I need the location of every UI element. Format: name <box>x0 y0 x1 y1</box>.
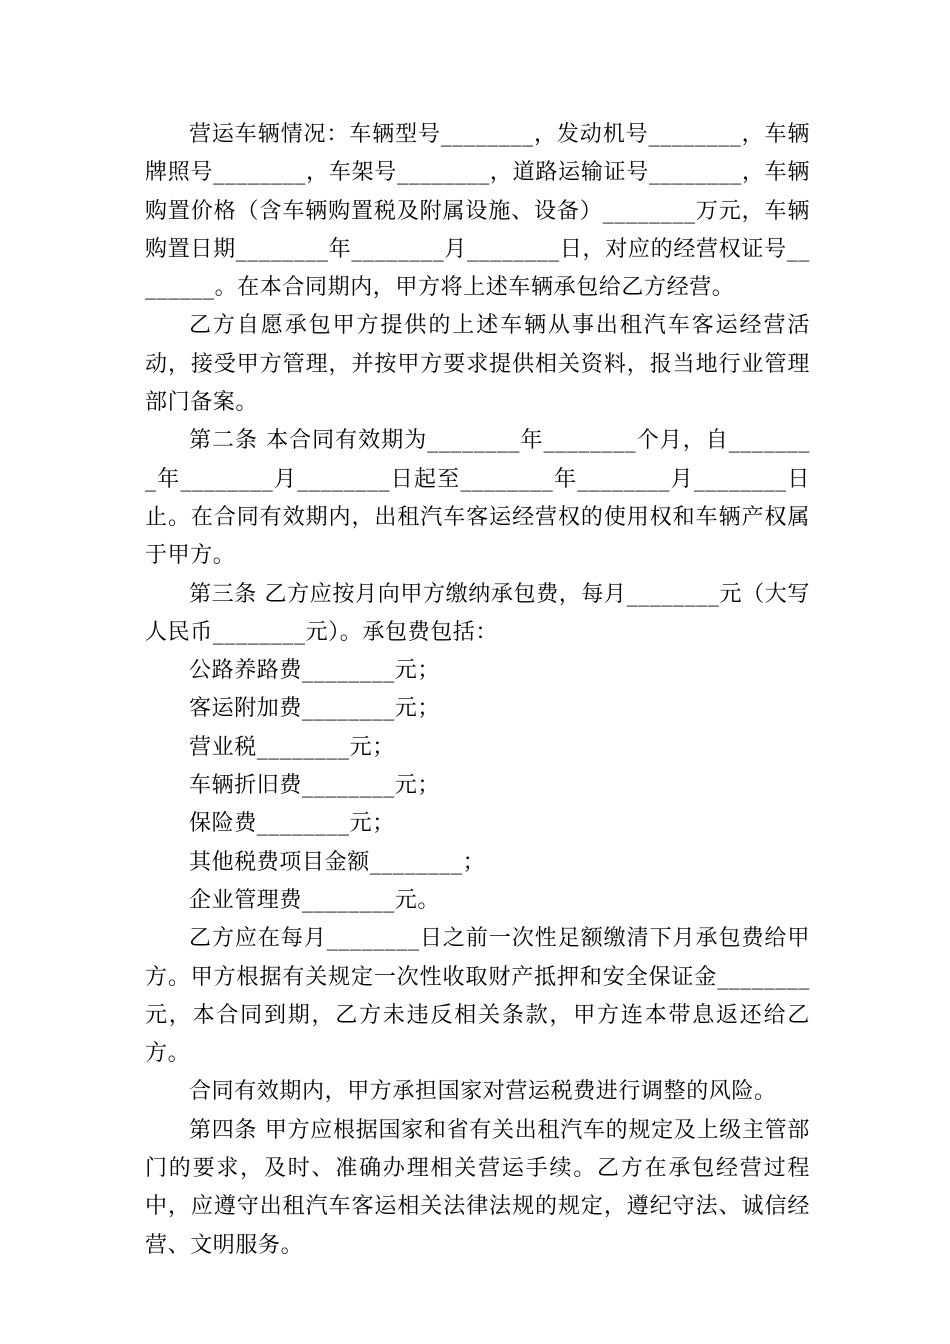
fee-item-road-maintenance: 公路养路费________元； <box>189 658 441 684</box>
fee-item-other-taxes: 其他税费项目金额________； <box>189 849 486 875</box>
paragraph-party-b-agreement: 乙方自愿承包甲方提供的上述车辆从事出租汽车客运经营活动，接受甲方管理，并按甲方要求提供相关资料，报当地行业管理部门备案。 <box>145 313 810 416</box>
fee-item-management: 企业管理费________元。 <box>189 887 441 913</box>
paragraph-article-4: 第四条 甲方应根据国家和省有关出租汽车的规定及上级主管部门的要求，及时、准确办理相关营运手续。乙方在承包经营过程中，应遵守出租汽车客运相关法律法规的规定，遵纪守法、诚信经营、文明服务。 <box>145 1117 810 1258</box>
paragraph-tax-risk: 合同有效期内，甲方承担国家对营运税费进行调整的风险。 <box>189 1079 777 1105</box>
fee-item-passenger-surcharge: 客运附加费________元； <box>189 696 441 722</box>
fee-item-insurance: 保险费________元； <box>189 811 395 837</box>
paragraph-article-2: 第二条 本合同有效期为________年________个月，自________年________月________日起至________年________月________日止。在合同有效期内，出租汽车客运经营权的使用权和车辆产权属于甲方。 <box>145 428 810 569</box>
paragraph-article-3: 第三条 乙方应按月向甲方缴纳承包费，每月________元（大写人民币________元）。承包费包括： <box>145 581 810 645</box>
document-page <box>145 116 810 1265</box>
fee-item-depreciation: 车辆折旧费________元； <box>189 773 441 799</box>
paragraph-payment-deadline: 乙方应在每月________日之前一次性足额缴清下月承包费给甲方。甲方根据有关规定一次性收取财产抵押和安全保证金________元，本合同到期，乙方未违反相关条款，甲方连本带息返还给乙方。 <box>145 926 810 1067</box>
paragraph-vehicle-info: 营运车辆情况：车辆型号________，发动机号________，车辆牌照号________，车架号________，道路运输证号________，车辆购置价格（含车辆购置税及附属设施、设备）________万元，车辆购置日期________年________月________日，对应的经营权证号________。在本合同期内，甲方将上述车辆承包给乙方经营。 <box>145 122 810 301</box>
fee-item-business-tax: 营业税________元； <box>189 734 395 760</box>
